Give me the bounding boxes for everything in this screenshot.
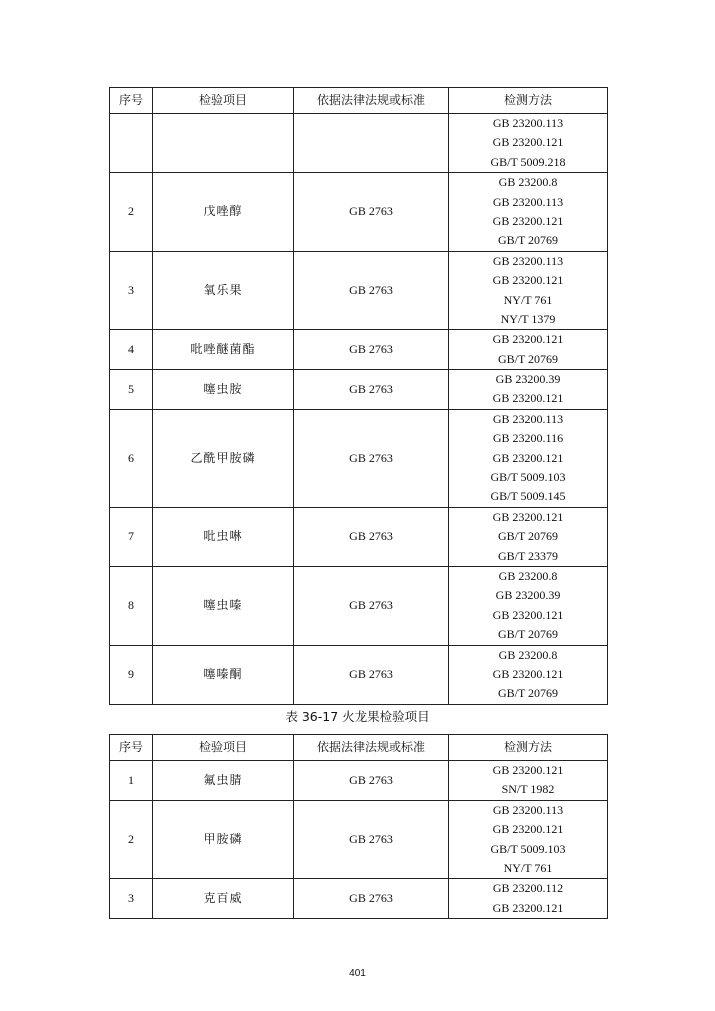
row-item: 噻嗪酮: [153, 645, 294, 704]
table-row: [110, 566, 608, 645]
table-row: [110, 761, 608, 801]
method-standard: GB 23200.121: [492, 666, 564, 681]
row-law: GB 2763: [294, 761, 449, 801]
row-item: [153, 114, 294, 173]
method-standard: GB/T 20769: [497, 233, 559, 248]
header-seq: 序号: [110, 735, 153, 761]
header-seq: 序号: [110, 88, 153, 114]
row-methods: [449, 251, 608, 330]
row-seq: [110, 114, 153, 173]
row-law: GB 2763: [294, 879, 449, 919]
method-standard: GB/T 20769: [497, 351, 559, 366]
method-standard: GB 23200.121: [492, 763, 564, 777]
table1-body: [110, 114, 608, 705]
method-standard: NY/T 1379: [500, 311, 556, 326]
method-standard: SN/T 1982: [501, 782, 555, 797]
table-header-row: [110, 88, 608, 114]
row-law: GB 2763: [294, 173, 449, 252]
header-law: 依据法律法规或标准: [294, 88, 449, 114]
row-methods: [449, 173, 608, 252]
row-methods: [449, 330, 608, 370]
method-standard: GB 23200.8: [498, 175, 558, 190]
method-standard: GB/T 5009.103: [490, 470, 566, 485]
row-methods: [449, 370, 608, 410]
row-seq: 2: [110, 800, 153, 879]
row-methods: [449, 761, 608, 801]
row-law: GB 2763: [294, 409, 449, 507]
row-seq: 6: [110, 409, 153, 507]
table-row: [110, 800, 608, 879]
method-standard: GB 23200.121: [492, 450, 564, 465]
inspection-table-continued: [109, 87, 608, 705]
row-seq: 9: [110, 645, 153, 704]
method-standard: GB 23200.113: [492, 411, 564, 426]
row-methods: [449, 566, 608, 645]
row-item: 噻虫胺: [153, 370, 294, 410]
row-law: GB 2763: [294, 251, 449, 330]
row-law: GB 2763: [294, 645, 449, 704]
table-row: [110, 645, 608, 704]
method-standard: GB/T 5009.145: [490, 489, 566, 504]
row-item: 吡虫啉: [153, 507, 294, 566]
method-standard: GB 23200.121: [492, 607, 564, 622]
method-standard: GB/T 20769: [497, 529, 559, 544]
method-standard: GB 23200.116: [492, 431, 564, 446]
row-item: 乙酰甲胺磷: [153, 409, 294, 507]
method-standard: GB/T 5009.218: [490, 154, 566, 169]
row-seq: 3: [110, 251, 153, 330]
table-header-row: [110, 735, 608, 761]
row-item: 戊唑醇: [153, 173, 294, 252]
row-law: GB 2763: [294, 566, 449, 645]
row-law: [294, 114, 449, 173]
row-seq: 4: [110, 330, 153, 370]
row-methods: [449, 800, 608, 879]
method-standard: GB 23200.8: [498, 568, 558, 583]
row-seq: 7: [110, 507, 153, 566]
row-item: 噻虫嗪: [153, 566, 294, 645]
method-standard: GB 23200.121: [492, 332, 564, 347]
table2-body: [110, 761, 608, 919]
method-standard: GB 23200.112: [492, 881, 564, 896]
method-standard: NY/T 761: [503, 292, 553, 307]
method-standard: GB 23200.113: [492, 116, 564, 130]
row-law: GB 2763: [294, 507, 449, 566]
method-standard: GB/T 23379: [497, 548, 559, 563]
row-law: GB 2763: [294, 800, 449, 879]
method-standard: GB 23200.8: [498, 647, 558, 662]
table-row: [110, 507, 608, 566]
method-standard: GB 23200.121: [492, 273, 564, 288]
method-standard: GB 23200.39: [495, 372, 561, 387]
table-row: [110, 370, 608, 410]
row-item: 氟虫腈: [153, 761, 294, 801]
table-row: [110, 173, 608, 252]
method-standard: GB 23200.113: [492, 253, 564, 268]
method-standard: GB 23200.113: [492, 194, 564, 209]
row-item: 克百威: [153, 879, 294, 919]
header-law: 依据法律法规或标准: [294, 735, 449, 761]
row-item: 吡唑醚菌酯: [153, 330, 294, 370]
row-seq: 8: [110, 566, 153, 645]
table-row: [110, 879, 608, 919]
row-methods: [449, 879, 608, 919]
table-row: [110, 114, 608, 173]
method-standard: GB 23200.121: [492, 213, 564, 228]
method-standard: GB 23200.113: [492, 802, 564, 817]
method-standard: GB/T 5009.103: [490, 841, 566, 856]
row-methods: [449, 507, 608, 566]
method-standard: GB 23200.39: [495, 588, 561, 603]
method-standard: GB 23200.121: [492, 900, 564, 915]
row-seq: 1: [110, 761, 153, 801]
header-item: 检验项目: [153, 735, 294, 761]
table-row: [110, 330, 608, 370]
header-item: 检验项目: [153, 88, 294, 114]
method-standard: GB 23200.121: [492, 135, 564, 150]
row-methods: [449, 645, 608, 704]
dragon-fruit-inspection-table: [109, 734, 608, 919]
row-item: 氧乐果: [153, 251, 294, 330]
row-methods: [449, 114, 608, 173]
row-seq: 3: [110, 879, 153, 919]
table-row: [110, 409, 608, 507]
row-law: GB 2763: [294, 330, 449, 370]
method-standard: GB 23200.121: [492, 391, 564, 406]
row-seq: 2: [110, 173, 153, 252]
row-seq: 5: [110, 370, 153, 410]
table-caption: 表 36-17 火龙果检验项目: [285, 709, 430, 724]
table-row: [110, 251, 608, 330]
method-standard: GB 23200.121: [492, 822, 564, 837]
row-item: 甲胺磷: [153, 800, 294, 879]
header-method: 检测方法: [449, 735, 608, 761]
method-standard: NY/T 761: [503, 860, 553, 875]
method-standard: GB/T 20769: [497, 686, 559, 701]
method-standard: GB 23200.121: [492, 509, 564, 524]
page-number: 401: [349, 968, 366, 979]
row-law: GB 2763: [294, 370, 449, 410]
row-methods: [449, 409, 608, 507]
header-method: 检测方法: [449, 88, 608, 114]
method-standard: GB/T 20769: [497, 627, 559, 642]
